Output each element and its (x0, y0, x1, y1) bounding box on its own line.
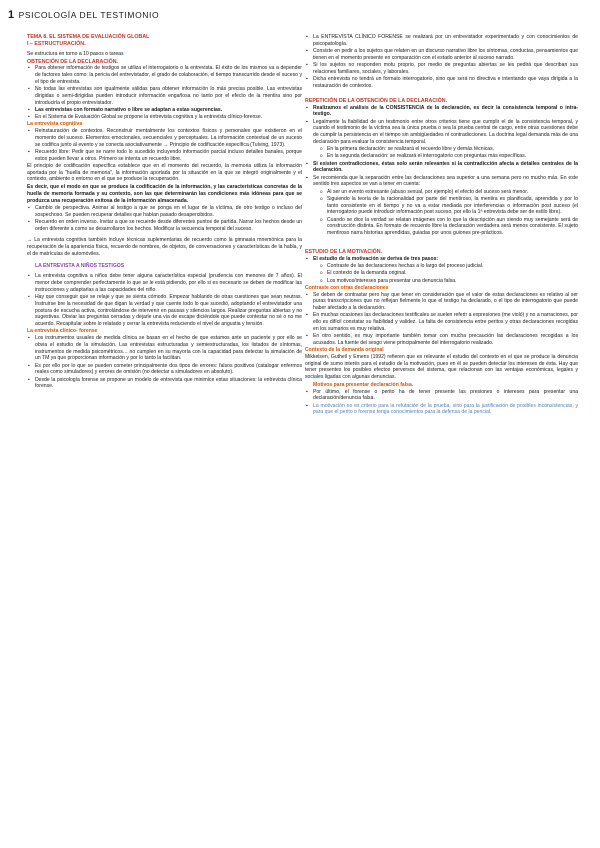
intro-text: Se estructura en torno a 10 pasos o tareas (27, 51, 124, 57)
paragraph: El principio de codificación específica establece que en el momento del recuerdo, la memoria utiliza la información aportada por la "huella de memoria", la información aportada por la situación en la que se integró originalmente y el contexto, ambiente o entorno en el que se produce la recuperación. (27, 162, 302, 183)
right-column (305, 34, 578, 417)
list-item: ▪ Por último, el forense o perito ha de tener presente las presiones o intereses para presentar una declaración/denuncia falsa. (305, 389, 578, 403)
page-title: PSICOLOGÍA DEL TESTIMONIO (18, 10, 160, 20)
list-item: ▪ Se deben de contrastar pero hay que tener en consideración que el valor de estas declaraciones es relativo al ser puras transcripciones que no reflejan fielmente lo que el testigo ha declarado, o el tipo de interrogatorio que puede haber afectado a la declaración. (305, 292, 578, 312)
list-item: ▪ La ENTREVISTA CLÍNICO FORENSE se realizará por un entrevistador experimentado y con conocimientos de psicopatología. (305, 34, 578, 48)
motivos-title: Motivos para presentar declaración falsa. (313, 381, 414, 388)
list-item: ▪ Hay que conseguir que se relaje y que se sienta cómodo. Empezar hablando de otras cuestiones que sean neutras. Instruirse bre la necesidad de que digan la verdad y que cuente todo lo que sucedió, adoptando el entrevistador una postura de escucha activa, controlándose de intervenir en pausas y silencios largos. Realizar preguntas abiertas y no sugestivas. Obviar las preguntas cerradas y dejarle una vía de escape diciéndole que puede contestar no sé o no me acuerdo. Recapitular sobre lo relatado y cerrar la entrevista reduciendo el nivel de angustia y tensión. (27, 294, 302, 328)
list-item: ▪ Para obtener información de testigos se utiliza el interrogatorio o la entrevista. El éxito de los mismos va a depender de factores tales como: la pericia del entrevistador, el grado de colaboración, el tiempo transcurrido desde el suceso y el tipo de entrevista. (27, 65, 302, 85)
contradicciones-list (305, 161, 578, 189)
repeticion-list (305, 105, 578, 146)
list-item: ▪ El estudio de la motivación se deriva de tres pasos: (305, 256, 578, 263)
left-column (27, 34, 302, 391)
repeticion-title: REPETICIÓN DE LA OBTENCIÓN DE LA DECLARACIÓN. (305, 98, 448, 104)
list-item: o Siguiendo la teoría de la racionalidad por parte del mentiroso, la mentira es planificada, aprendida y por lo tanto consistente en el tiempo y no va a estar mediada por interferencias o información post suceso (el interrogatorio puede introducir información post suceso, por ello la 1ª entrevista debe ser de estilo libre). (305, 196, 578, 216)
list-item: ▪ Si los sujetos no responden motu proprio, por medio de preguntas abiertas se les pedirá que describan sus relaciones familiares, sociales, y laborales. (305, 62, 578, 76)
tema-title: TEMA 8. EL SISTEMA DE EVALUACIÓN GLOBAL (27, 34, 150, 40)
list-item: ▪ En otro sentido, es muy importante también tomar con mucha precaución las declaraciones recogidas a los acusados. La fuente del sesgo viene principalmente del interrogatorio realizado. (305, 333, 578, 347)
list-item: o Contraste de las declaraciones hechas a lo largo del proceso judicial. (305, 263, 578, 270)
list-item: ▪ En el Sistema de Evaluación Global se propone la entrevista cognitiva y la entrevista clínico-forense. (27, 114, 302, 121)
ninos-title: LA ENTREVISTA A NIÑOS TESTIGOS (35, 262, 125, 269)
list-item: o Cuando se dice la verdad se relatan imágenes con lo que la descripción aun siendo muy semejante será de construcción distinta. En formato de recuerdo libre la declaración verdadera será menos consistente. El sujeto mentiroso narra historias aprendidas, guiadas por unos guiones pre-prácticos. (305, 217, 578, 237)
list-item: ▪ Reinstauración de contextos. Reconstruir mentalmente los contextos físicos y personales que existieron en el momento del suceso. Elementos emocionales, secuenciales y perceptuales. La información contextual de un suceso se codifica junto al evento y se conecta asociativamente → Principio de codificación específica (Tulving, 1973). (27, 128, 302, 148)
cognitiva-title: La entrevista cognitiva (27, 121, 83, 128)
list-item: ▪ Se recomienda que la separación entre las declaraciones sea superior a una semana pero no mucho más. En este sentido tres aspectos se van a tener en cuenta: (305, 175, 578, 189)
motivos-list (305, 389, 578, 417)
page-number: 1 (8, 9, 15, 21)
list-item: o El contexto de la demanda original. (305, 270, 578, 277)
list-item: o Al ser un evento estresante (abuso sexual, por ejemplo) el efecto del suceso será menor. (305, 189, 578, 196)
contexto-paragraph: Mikkelsen, Gutheil y Emens (1992) refieren que es relevante el estudio del contexto en el que se produce la denuncia original de sumo interés para el estudio de la motivación, pues en él se pueden detectar los intereses de ésta. Hay que tener presentes los posibles efectos perversos del sistema, que relacionan con las ventajas económicas, legales y sociales ligadas con algunas denuncias. (305, 353, 578, 380)
motivacion-list (305, 256, 578, 263)
list-item: ▪ Consiste en pedir a los sujetos que relaten en un discurso narrativo libre los síntomas, conductas, pensamientos que tienen en el momento presente en comparación con el estado anterior al suceso narrado. (305, 48, 578, 62)
list-item: ▪ Realizamos el análisis de la CONSISTENCIA de la declaración, es decir la consistencia temporal o intra-testigo. (305, 105, 578, 119)
list-item: ▪ Los instrumentos usuales de medida clínica se basan en el hecho de que estamos ante un paciente y por ello se obvia el estudio de la simulación. Las entrevistas estructuradas y semiestructuradas, los listados de síntomas, instrumentos de medida psicométricos… no cumplen en su mayoría con la capacidad para detectar la simulación de un TM ya que proporcionan información y por lo tanto la facilitan. (27, 335, 302, 362)
list-item: ▪ La entrevista cognitiva a niños debe tener alguna característica especial (prudencia con menores de 7 años). El menor debe comprender perfectamente lo que se le está pidiendo, por ello si es necesario se deben de modificar las instrucciones y adaptarlas a las capacidades del niño. (27, 273, 302, 293)
list-item: o En la primera declaración: se realizará el recuerdo libre y demás técnicas. (305, 146, 578, 153)
paragraph: → La entrevista cognitiva también incluye técnicas suplementarias de recuerdo como la gimnasia mnemónica para la recuperación de la apariencia física, recuerdo de nombres, de objetos, de conversaciones y características de la habla, y el de matrículas de automóviles. (27, 237, 302, 257)
pasos-sublist (305, 263, 578, 284)
forense-list (305, 34, 578, 90)
contraste-list (305, 292, 578, 347)
clinico-list (27, 335, 302, 390)
list-item: ▪ Si existen contradicciones, éstas solo serán relevantes si la contradicción afecta a detalles centrales de la declaración. (305, 161, 578, 175)
list-item: ▪ No todas las entrevistas son igualmente válidas para obtener información lo más precisa posible. Las entrevistas dirigidas o semi-dirigidas pueden introducir información engañosa no tanto por el efecto de la mentira sino por introducirla el propio entrevistador. (27, 86, 302, 106)
motivacion-title: ESTUDIO DE LA MOTIVACIÓN. (305, 249, 383, 256)
obtencion-list (27, 65, 302, 121)
cognitiva-list (27, 128, 302, 162)
list-item: ▪ Dicha entrevista no tendrá un formato interrogatorio, sino que será no directiva e intentando que vaya dirigida a la restauración de contextos. (305, 76, 578, 90)
list-item: ▪ Las entrevistas con formato narrativo o libre se adaptan a estas sugerencias. (27, 107, 302, 114)
list-item: ▪ Recuerdo libre: Pedir que se narre todo lo sucedido incluyendo información parcial incluso detalles banales, porque estos pueden llevar a otros. Primero se intenta un recuerdo libre. (27, 149, 302, 163)
perspectiva-list (27, 205, 302, 233)
contraste-title: Contraste con otras declaraciones (305, 284, 389, 291)
list-item: ▪ Es por ello por lo que se pueden cometer principalmente dos tipos de errores: falsos positivos (catalogar enfermos reales como simuladores) y errores de omisión (no detectar a simuladores en absoluto). (27, 363, 302, 377)
ninos-list (27, 273, 302, 328)
list-item: ▪ Cambio de perspectiva. Animar al testigo a que se ponga en el lugar de la víctima, de otro testigo o incluso del sospechoso. Se pueden recuperar detalles que habían pasado desapercibidos. (27, 205, 302, 219)
list-item: ▪ La motivación no es criterio para la refutación de la prueba, sino para la justificación de posibles inconsistencias, y para que el perito o forense tenga conocimientos para la defensa de la pericial. (305, 403, 578, 417)
list-item: ▪ Recuerdo en orden inverso. Invitar a que se recuerde desde diferentes puntos de partida. Narrar los hechos desde un orden diferente a como se desarrollaron los hechos. Modificar la secuencia temporal del suceso. (27, 219, 302, 233)
page-header (0, 0, 600, 22)
list-item: ▪ Desde la psicología forense se propone un modelo de entrevista que minimice estas situaciones: la entrevista clínica forense. (27, 377, 302, 391)
list-item: o En la segunda declaración: se realizará el interrogatorio con preguntas más específicas. (305, 153, 578, 160)
tema-subtitle: I – ESTRUCTURACIÓN. (27, 40, 86, 47)
list-item: o Los motivos/intereses para presentar una denuncia falsa. (305, 278, 578, 285)
paragraph: Es decir, que el modo en que se produce la codificación de la información, y las características concretas de la huella de memoria formada y su contexto, son las que determinarán las condiciones más idóneas para que se produzca una recuperación exitosa de la información almacenada. (27, 184, 302, 204)
declaracion-sublist (305, 146, 578, 160)
clinico-title: La entrevista clínico- forense (27, 328, 98, 335)
obtencion-title: OBTENCIÓN DE LA DECLARACIÓN. (27, 58, 119, 65)
aspectos-sublist (305, 189, 578, 237)
list-item: ▪ En muchas ocasiones las declaraciones testificales se suelen referir a expresiones (me violó) y no a narraciones, por ello es difícil constatar su fiabilidad y validez. La falta de consistencia entre peritos y otras declaraciones recogidas en los sumarios es muy relativa. (305, 312, 578, 332)
contexto-title: Contexto de la demanda original (305, 347, 384, 353)
list-item: ▪ Legalmente la fiabilidad de un testimonio entre otros criterios tiene que cumplir el de la consistencia temporal, y cuando el testimonio de la víctima sea la única prueba o sea la prueba central de cargo, entre otras cuestiones debe de cumplir la persistencia en el tiempo sin ambigüedades ni contradicciones. La doctrina legal demanda más de una declaración para evaluar la consistencia temporal. (305, 119, 578, 146)
